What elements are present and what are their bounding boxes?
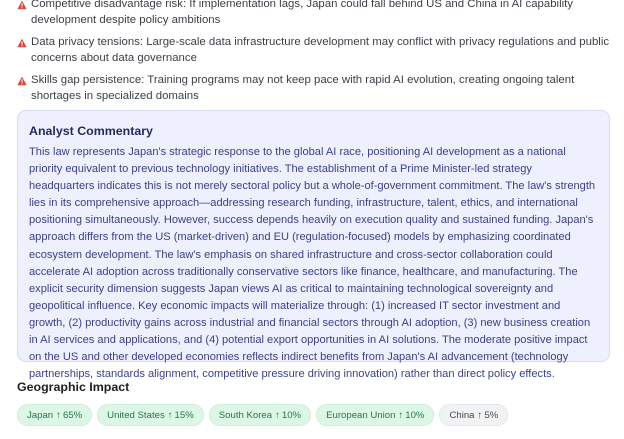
risk-text: Data privacy tensions: Large-scale data infrastructure development may conflict with privacy regulations and public concerns about data governance — [31, 36, 610, 64]
risk-item — [17, 0, 617, 28]
risk-text: Competitive disadvantage risk: If implementation lags, Japan could fall behind US and China in AI capability development despite policy ambitions — [31, 0, 573, 26]
region-name: China — [449, 409, 475, 421]
region-value: 10% — [281, 409, 302, 421]
geographic-impact-chips — [17, 404, 508, 426]
arrow-up-icon: ↑ — [477, 409, 483, 421]
arrow-up-icon: ↑ — [398, 409, 404, 421]
arrow-up-icon: ↑ — [167, 409, 173, 421]
region-chip-european-union[interactable] — [316, 404, 434, 426]
commentary-body: This law represents Japan's strategic response to the global AI race, positioning AI development as a national priority equivalent to previous technology initiatives. The establishment of a Prime Minister-led strategy headquarters indicates this is not merely sectoral policy but a whole-of-government commitment. The law's strength lies in its comprehensive approach—addressing research funding, infrastructure, talent, ethics, and international positioning simultaneously. However, success depends heavily on execution quality and sustained funding. Japan's approach differs from the US (market-driven) and EU (regulation-focused) models by emphasizing coordinated ecosystem development. The law's emphasis on shared infrastructure and cross-sector collaboration could accelerate AI adoption across traditionally conservative sectors like finance, healthcare, and manufacturing. The explicit security dimension suggests Japan views AI as critical to maintaining technological sovereignty and geopolitical influence. Key economic impacts will materialize through: (1) increased IT sector investment and growth, (2) productivity gains across industrial and financial sectors through AI adoption, (3) new business creation in AI services and applications, and (4) potential export opportunities in AI solutions. The moderate positive impact on the US and other developed economies reflects indirect benefits from Japan's AI advancement (technology partnerships, standards alignment, competitive pressure driving innovation) rather than direct policy effects. — [29, 146, 596, 381]
arrow-up-icon: ↑ — [275, 409, 280, 421]
warning-triangle-icon — [17, 0, 27, 10]
risk-text: Skills gap persistence: Training programs may not keep pace with rapid AI evolution, creating ongoing talent shortages in specialized domains — [31, 74, 575, 102]
region-chip-united-states[interactable] — [97, 404, 204, 426]
region-name: European Union — [326, 409, 396, 421]
region-value: 65% — [62, 409, 83, 421]
geographic-impact-title: Geographic Impact — [17, 380, 130, 394]
region-name: United States — [107, 409, 165, 421]
region-name: Japan — [27, 409, 54, 421]
region-value: 5% — [484, 409, 499, 421]
region-value: 10% — [405, 409, 425, 421]
region-chip-china[interactable] — [439, 404, 508, 426]
analyst-commentary-card — [17, 110, 610, 381]
risk-item — [17, 34, 617, 66]
region-chip-south-korea[interactable] — [209, 404, 311, 426]
region-name: South Korea — [218, 409, 273, 421]
region-chip-japan[interactable] — [17, 404, 92, 426]
commentary-title: Analyst Commentary — [29, 124, 153, 138]
arrow-up-icon: ↑ — [56, 409, 61, 421]
warning-triangle-icon — [17, 38, 27, 48]
region-value: 15% — [174, 409, 194, 421]
risk-list — [17, 0, 617, 110]
warning-triangle-icon — [17, 76, 27, 86]
risk-item — [17, 72, 617, 104]
